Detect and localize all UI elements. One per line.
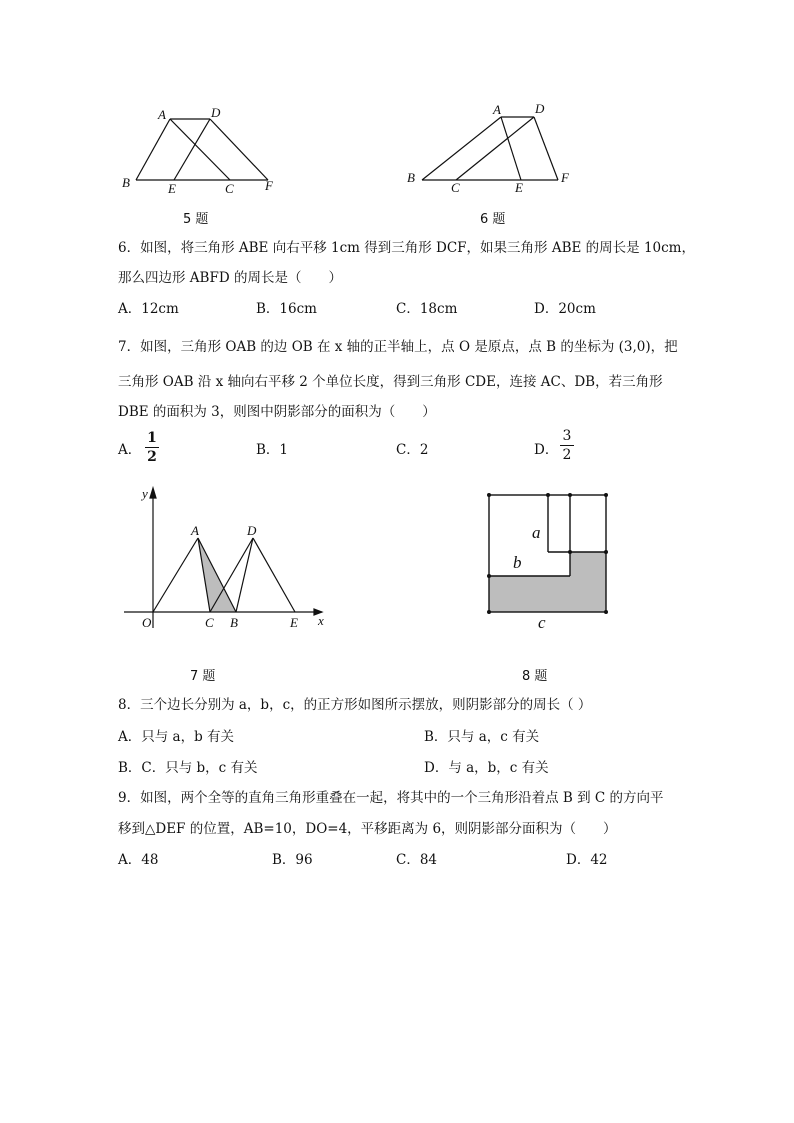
q6-line-1: 6．如图，将三角形 ABE 向右平移 1cm 得到三角形 DCF，如果三角形 ABE 的周长是 10cm，	[118, 240, 695, 256]
q6-option-b: B．16cm	[256, 301, 317, 317]
q6-option-c: C．18cm	[396, 301, 458, 317]
label-B: B	[407, 170, 415, 185]
numerator: 3	[562, 428, 572, 444]
q9-option-d: D．42	[566, 852, 608, 868]
label-F: F	[561, 170, 569, 185]
label-E: E	[290, 615, 298, 630]
q9-line-1: 9．如图，两个全等的直角三角形重叠在一起，将其中的一个三角形沿着点 B 到 C 的方向平	[118, 790, 664, 806]
denominator: 2	[562, 447, 572, 463]
q9-line-2: 移到△DEF 的位置，AB=10，DO=4，平移距离为 6，则阴影部分面积为（ ）	[118, 821, 617, 837]
q7-option-a-fraction	[145, 430, 159, 465]
label-C: C	[205, 615, 214, 630]
figure-8-caption: 8 题	[522, 669, 548, 684]
label-E: E	[168, 181, 176, 196]
label-a: a	[532, 523, 541, 542]
label-C: C	[225, 181, 234, 196]
label-C: C	[451, 180, 460, 195]
q7-line-1: 7．如图，三角形 OAB 的边 OB 在 x 轴的正半轴上，点 O 是原点，点 B 的坐标为 (3,0)，把	[118, 339, 678, 355]
denominator: 2	[147, 449, 157, 465]
label-O: O	[142, 615, 152, 630]
figure-8-three-squares	[480, 488, 620, 638]
q9-option-b: B．96	[272, 852, 313, 868]
label-x: x	[318, 613, 324, 628]
q8-line-1: 8．三个边长分别为 a，b，c，的正方形如图所示摆放，则阴影部分的周长（ ）	[118, 697, 592, 713]
label-D: D	[247, 523, 257, 538]
q7-option-d-prefix: D．	[534, 442, 559, 458]
q6-option-a: A．12cm	[118, 301, 179, 317]
label-A: A	[158, 107, 166, 122]
q7-option-b: B．1	[256, 442, 289, 458]
q6-option-d: D．20cm	[534, 301, 596, 317]
figure-5-caption: 5 题	[183, 212, 209, 227]
label-B: B	[122, 175, 130, 190]
q8-option-b: B．只与 a，c 有关	[424, 729, 540, 745]
q8-option-c: B．C．只与 b，c 有关	[118, 760, 258, 776]
q9-option-a: A．48	[118, 852, 159, 868]
label-b: b	[513, 553, 522, 572]
q7-line-2: 三角形 OAB 沿 x 轴向右平移 2 个单位长度，得到三角形 CDE，连接 AC、DB，若三角形	[118, 374, 663, 390]
q6-line-2: 那么四边形 ABFD 的周长是（ ）	[118, 270, 342, 286]
label-D: D	[211, 105, 221, 120]
q9-option-c: C．84	[396, 852, 438, 868]
q7-option-d-fraction	[560, 428, 574, 463]
figure-6-trapezoid	[400, 98, 590, 198]
label-A: A	[493, 102, 501, 117]
figure-5-trapezoid	[118, 100, 288, 200]
figure-7-caption: 7 题	[190, 669, 216, 684]
q7-option-a-prefix: A．	[118, 442, 142, 458]
figure-7-coordinate-triangles	[118, 482, 338, 632]
label-D: D	[535, 101, 545, 116]
q8-option-d: D．与 a，b，c 有关	[424, 760, 549, 776]
figure-6-caption: 6 题	[480, 212, 506, 227]
q7-line-3: DBE 的面积为 3，则图中阴影部分的面积为（ ）	[118, 404, 436, 420]
label-E: E	[515, 180, 523, 195]
label-A: A	[191, 523, 199, 538]
label-B: B	[230, 615, 238, 630]
q7-option-c: C．2	[396, 442, 429, 458]
label-c: c	[538, 613, 546, 632]
q8-option-a: A．只与 a，b 有关	[118, 729, 235, 745]
label-y: y	[142, 486, 148, 501]
numerator: 1	[147, 430, 157, 446]
label-F: F	[265, 178, 273, 193]
